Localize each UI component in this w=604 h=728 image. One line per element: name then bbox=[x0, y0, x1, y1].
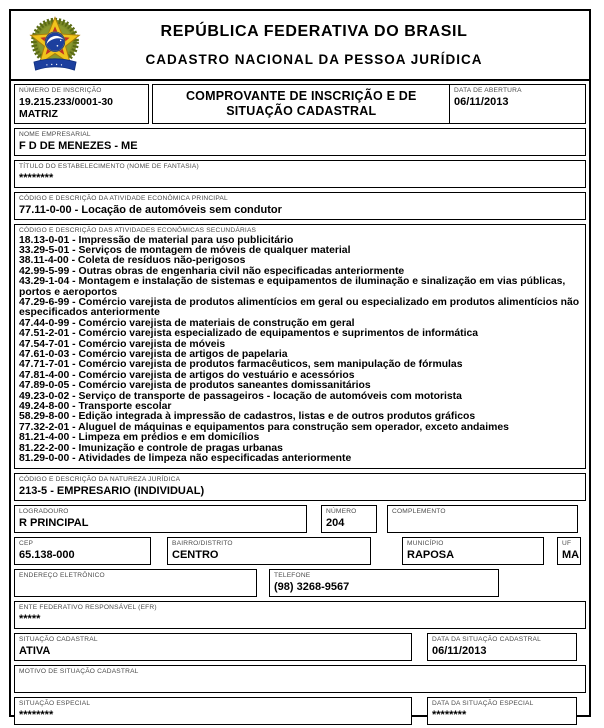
field-nome-empresarial bbox=[14, 128, 586, 156]
secondary-activity-item: 81.22-2-00 - Imunização e controle de pragas urbanas bbox=[19, 442, 283, 454]
field-value: CENTRO bbox=[172, 548, 219, 561]
cnpj-document bbox=[9, 9, 591, 721]
field-label: DATA DA SITUAÇÃO CADASTRAL bbox=[432, 636, 542, 644]
secondary-activity-item: 43.29-1-04 - Montagem e instalação de sistemas e equipamentos de iluminação e sinalização em vias públicas, portos e aeroportos bbox=[19, 276, 566, 298]
situacao-cadastral-row bbox=[14, 633, 586, 661]
field-data-situacao-especial bbox=[427, 697, 577, 725]
field-value: ***** bbox=[19, 612, 41, 625]
document-title: COMPROVANTE DE INSCRIÇÃO E DE SITUAÇÃO CADASTRAL bbox=[185, 89, 417, 118]
secondary-activity-item: 18.13-0-01 - Impressão de material para uso publicitário bbox=[19, 234, 294, 246]
field-municipio bbox=[402, 537, 544, 565]
field-atividades-secundarias bbox=[14, 224, 586, 469]
field-numero bbox=[321, 505, 377, 533]
field-value: F D DE MENEZES - ME bbox=[19, 139, 138, 152]
field-label: ENTE FEDERATIVO RESPONSÁVEL (EFR) bbox=[19, 604, 157, 612]
field-value: 77.11-0-00 - Locação de automóveis sem condutor bbox=[19, 203, 282, 216]
field-uf bbox=[557, 537, 581, 565]
id-row bbox=[14, 84, 586, 124]
field-value bbox=[19, 677, 581, 690]
field-value: ******** bbox=[432, 708, 467, 721]
secondary-activity-item: 49.24-8-00 - Transporte escolar bbox=[19, 401, 172, 412]
field-numero-inscricao bbox=[14, 84, 149, 124]
field-data-abertura bbox=[449, 84, 586, 124]
secondary-activity-item: 47.81-4-00 - Comércio varejista de artigos do vestuário e acessórios bbox=[19, 369, 355, 381]
field-label: CÓDIGO E DESCRIÇÃO DA ATIVIDADE ECONÔMICA PRINCIPAL bbox=[19, 195, 228, 202]
field-value: 213-5 - EMPRESARIO (INDIVIDUAL) bbox=[19, 484, 205, 497]
field-data-situacao-cadastral bbox=[427, 633, 577, 661]
brazil-coat-of-arms-icon bbox=[15, 14, 95, 76]
field-label: MOTIVO DE SITUAÇÃO CADASTRAL bbox=[19, 668, 139, 676]
field-label: BAIRRO/DISTRITO bbox=[172, 540, 233, 548]
situacao-especial-row bbox=[14, 697, 586, 725]
document-header bbox=[11, 11, 589, 81]
field-situacao-cadastral bbox=[14, 633, 412, 661]
field-motivo-situacao bbox=[14, 665, 586, 693]
field-cep bbox=[14, 537, 151, 565]
document-title-box bbox=[152, 84, 451, 124]
field-label: MUNICÍPIO bbox=[407, 540, 444, 548]
field-label: DATA DA SITUAÇÃO ESPECIAL bbox=[432, 700, 534, 708]
inscricao-type: MATRIZ bbox=[19, 108, 58, 120]
field-value: 06/11/2013 bbox=[454, 95, 509, 108]
field-label: UF bbox=[562, 540, 572, 548]
field-bairro-distrito bbox=[167, 537, 371, 565]
field-complemento bbox=[387, 505, 578, 533]
field-label: ENDEREÇO ELETRÔNICO bbox=[19, 572, 105, 580]
secondary-activities-list bbox=[19, 236, 581, 465]
inscricao-number: 19.215.233/0001-30 bbox=[19, 95, 114, 108]
field-value: MA bbox=[562, 548, 580, 561]
field-label: TELEFONE bbox=[274, 572, 311, 580]
field-value: RAPOSA bbox=[407, 548, 455, 561]
secondary-activity-item: 47.29-6-99 - Comércio varejista de produtos alimentícios em geral ou especializado em produtos alimentícios não especificados anteriormente bbox=[19, 296, 580, 319]
field-value bbox=[19, 581, 252, 594]
secondary-activity-item: 47.71-7-01 - Comércio varejista de produtos farmacêuticos, sem manipulação de fórmulas bbox=[19, 359, 463, 371]
address-row-2 bbox=[14, 537, 586, 565]
field-label: NÚMERO DE INSCRIÇÃO bbox=[19, 87, 102, 94]
header-titles bbox=[95, 23, 533, 67]
secondary-activity-item: 77.32-2-01 - Aluguel de máquinas e equipamentos para construção sem operador, exceto andaimes bbox=[19, 421, 509, 433]
field-label: SITUAÇÃO ESPECIAL bbox=[19, 700, 91, 708]
field-titulo-estabelecimento bbox=[14, 160, 586, 188]
field-label: DATA DE ABERTURA bbox=[454, 87, 522, 94]
field-value: 65.138-000 bbox=[19, 548, 75, 561]
secondary-activity-item: 33.29-5-01 - Serviços de montagem de móveis de qualquer material bbox=[19, 244, 351, 256]
field-situacao-especial bbox=[14, 697, 412, 725]
secondary-activity-item: 81.29-0-00 - Atividades de limpeza não especificadas anteriormente bbox=[19, 453, 352, 465]
field-label: LOGRADOURO bbox=[19, 508, 69, 516]
field-natureza-juridica bbox=[14, 473, 586, 501]
field-label: COMPLEMENTO bbox=[392, 508, 446, 516]
field-value: 204 bbox=[326, 516, 345, 529]
field-label: CÓDIGO E DESCRIÇÃO DAS ATIVIDADES ECONÔMICAS SECUNDÁRIAS bbox=[19, 227, 257, 234]
contact-row bbox=[14, 569, 586, 597]
field-label: NÚMERO bbox=[326, 508, 357, 516]
secondary-activity-item: 47.89-0-05 - Comércio varejista de produtos saneantes domissanitários bbox=[19, 380, 371, 392]
field-endereco-eletronico bbox=[14, 569, 257, 597]
field-value: ******** bbox=[19, 708, 54, 721]
document-body bbox=[11, 81, 589, 728]
republic-title: REPÚBLICA FEDERATIVA DO BRASIL bbox=[160, 23, 468, 40]
address-row-1 bbox=[14, 505, 586, 533]
field-label: SITUAÇÃO CADASTRAL bbox=[19, 636, 98, 644]
field-efr bbox=[14, 601, 586, 629]
field-label: CÓDIGO E DESCRIÇÃO DA NATUREZA JURÍDICA bbox=[19, 476, 181, 484]
field-value: 06/11/2013 bbox=[432, 644, 487, 657]
field-value: ATIVA bbox=[19, 644, 51, 657]
secondary-activity-item: 47.44-0-99 - Comércio varejista de materiais de construção em geral bbox=[19, 317, 355, 329]
brazil-coat-of-arms-svg bbox=[22, 15, 88, 75]
field-value: (98) 3268-9567 bbox=[274, 580, 350, 593]
field-value: R PRINCIPAL bbox=[19, 516, 89, 529]
field-label: CEP bbox=[19, 540, 34, 548]
secondary-activity-item: 47.51-2-01 - Comércio varejista especializado de equipamentos e suprimentos de informática bbox=[19, 328, 479, 340]
secondary-activity-item: 47.54-7-01 - Comércio varejista de móveis bbox=[19, 338, 226, 350]
secondary-activity-item: 49.23-0-02 - Serviço de transporte de passageiros - locação de automóveis com motorista bbox=[19, 390, 462, 402]
field-telefone bbox=[269, 569, 499, 597]
field-value bbox=[392, 517, 573, 530]
cnpj-register-title: CADASTRO NACIONAL DA PESSOA JURÍDICA bbox=[145, 52, 483, 67]
secondary-activity-item: 38.11-4-00 - Coleta de resíduos não-perigosos bbox=[19, 255, 246, 267]
secondary-activity-item: 47.61-0-03 - Comércio varejista de artigos de papelaria bbox=[19, 348, 288, 360]
secondary-activity-item: 81.21-4-00 - Limpeza em prédios e em domicílios bbox=[19, 432, 260, 444]
secondary-activity-item: 58.29-8-00 - Edição integrada à impressão de cadastros, listas e de outros produtos gráficos bbox=[19, 411, 476, 423]
field-atividade-principal bbox=[14, 192, 586, 220]
secondary-activity-item: 42.99-5-99 - Outras obras de engenharia civil não especificadas anteriormente bbox=[19, 265, 405, 277]
field-label: NOME EMPRESARIAL bbox=[19, 131, 91, 138]
field-label: TÍTULO DO ESTABELECIMENTO (NOME DE FANTASIA) bbox=[19, 163, 199, 170]
field-value: ******** bbox=[19, 171, 54, 184]
field-logradouro bbox=[14, 505, 307, 533]
